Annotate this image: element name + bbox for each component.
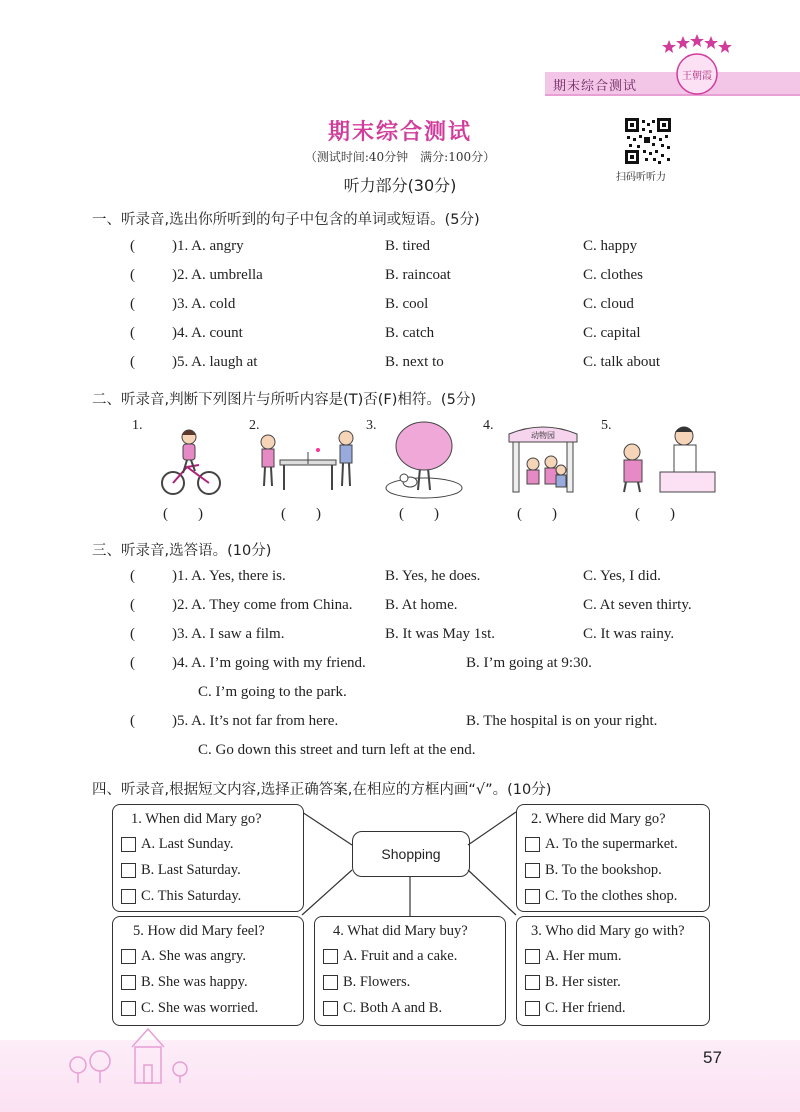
answer-paren[interactable]: ( — [130, 597, 135, 613]
checkbox[interactable] — [121, 863, 136, 878]
checkbox[interactable] — [323, 1001, 338, 1016]
option-row: A. She was angry. — [121, 948, 246, 965]
answer-paren[interactable]: ( — [130, 655, 135, 671]
option-row: C. Both A and B. — [323, 1000, 442, 1017]
option-row: C. To the clothes shop. — [525, 888, 677, 905]
page-number: 57 — [703, 1048, 722, 1067]
section1-item-2: ( )2. A. umbrella B. raincoat C. clothes — [130, 267, 643, 283]
section3-item-4: ( )4. A. I’m going with my friend. B. I’m going at 9:30. — [130, 655, 592, 671]
test-meta: （测试时间:40分钟 满分:100分） — [304, 150, 496, 164]
option-row: C. Her friend. — [525, 1000, 626, 1017]
center-topic: Shopping — [352, 831, 470, 877]
option-row: A. To the supermarket. — [525, 836, 678, 853]
picture-answer-1[interactable]: ( ) — [163, 506, 203, 522]
question-box-2 — [516, 804, 710, 912]
checkbox[interactable] — [525, 863, 540, 878]
section3-item-4-option-c: C. I’m going to the park. — [198, 684, 347, 700]
answer-paren[interactable]: ( — [130, 267, 135, 283]
picture-answer-2[interactable]: ( ) — [281, 506, 321, 522]
qr-label: 扫码听听力 — [616, 172, 666, 183]
svg-text:动物园: 动物园 — [531, 431, 555, 440]
checkbox[interactable] — [525, 975, 540, 990]
section1-item-1: ( )1. A. angry B. tired C. happy — [130, 238, 638, 254]
section2-heading: 二、听录音,判断下列图片与所听内容是(T)否(F)相符。(5分) — [92, 392, 476, 408]
section1-heading: 一、听录音,选出你所听到的句子中包含的单词或短语。(5分) — [92, 212, 480, 228]
option-row: C. She was worried. — [121, 1000, 258, 1017]
section1-item-5: ( )5. A. laugh at B. next to C. talk about — [130, 354, 661, 370]
section3-item-1: ( )1. A. Yes, there is. B. Yes, he does. C. Yes, I did. — [130, 568, 661, 584]
checkbox[interactable] — [121, 975, 136, 990]
option-row: B. Flowers. — [323, 974, 410, 991]
section3-heading: 三、听录音,选答语。(10分) — [92, 543, 272, 559]
svg-text:王朝霞: 王朝霞 — [682, 71, 712, 82]
answer-paren[interactable]: ( — [130, 325, 135, 341]
question-box-5 — [112, 916, 304, 1026]
checkbox[interactable] — [525, 949, 540, 964]
answer-paren[interactable]: ( — [130, 626, 135, 642]
checkbox[interactable] — [121, 1001, 136, 1016]
section3-item-2: ( )2. A. They come from China. B. At home. C. At seven thirty. — [130, 597, 692, 613]
checkbox[interactable] — [121, 889, 136, 904]
option-row: B. Her sister. — [525, 974, 621, 991]
section3-item-5-option-c: C. Go down this street and turn left at the end. — [198, 742, 476, 758]
answer-paren[interactable]: ( — [130, 296, 135, 312]
picture-label-3: 3. — [366, 418, 377, 433]
question-box-4 — [314, 916, 506, 1026]
question-title: 4. What did Mary buy? — [333, 923, 468, 939]
checkbox[interactable] — [525, 837, 540, 852]
section1-item-3: ( )3. A. cold B. cool C. cloud — [130, 296, 634, 312]
option-row: B. She was happy. — [121, 974, 248, 991]
part-heading: 听力部分(30分) — [343, 176, 457, 195]
answer-paren[interactable]: ( — [130, 713, 135, 729]
section3-item-3: ( )3. A. I saw a film. B. It was May 1st. C. It was rainy. — [130, 626, 675, 642]
checkbox[interactable] — [323, 975, 338, 990]
section1-item-4: ( )4. A. count B. catch C. capital — [130, 325, 641, 341]
option-row: A. Her mum. — [525, 948, 622, 965]
header-tag: 期末综合测试 — [553, 79, 638, 94]
question-title: 5. How did Mary feel? — [133, 923, 265, 939]
question-title: 2. Where did Mary go? — [531, 811, 666, 827]
checkbox[interactable] — [525, 889, 540, 904]
picture-answer-3[interactable]: ( ) — [399, 506, 439, 522]
checkbox[interactable] — [525, 1001, 540, 1016]
picture-label-1: 1. — [132, 418, 143, 433]
picture-label-5: 5. — [601, 418, 612, 433]
picture-label-4: 4. — [483, 418, 494, 433]
question-title: 1. When did Mary go? — [131, 811, 262, 827]
option-row: B. Last Saturday. — [121, 862, 241, 879]
section3-item-5: ( )5. A. It’s not far from here. B. The hospital is on your right. — [130, 713, 658, 729]
checkbox[interactable] — [323, 949, 338, 964]
option-row: C. This Saturday. — [121, 888, 241, 905]
answer-paren[interactable]: ( — [130, 238, 135, 254]
option-row: B. To the bookshop. — [525, 862, 662, 879]
question-title: 3. Who did Mary go with? — [531, 923, 685, 939]
option-row: A. Last Sunday. — [121, 836, 234, 853]
picture-answer-4[interactable]: ( ) — [517, 506, 557, 522]
checkbox[interactable] — [121, 949, 136, 964]
answer-paren[interactable]: ( — [130, 568, 135, 584]
question-box-3 — [516, 916, 710, 1026]
picture-label-2: 2. — [249, 418, 260, 433]
checkbox[interactable] — [121, 837, 136, 852]
option-row: A. Fruit and a cake. — [323, 948, 457, 965]
section4-heading: 四、听录音,根据短文内容,选择正确答案,在相应的方框内画“√”。(10分) — [92, 782, 552, 798]
page-title: 期末综合测试 — [327, 120, 472, 145]
picture-answer-5[interactable]: ( ) — [635, 506, 675, 522]
answer-paren[interactable]: ( — [130, 354, 135, 370]
castle-decoration-icon — [60, 1025, 200, 1085]
question-box-1 — [112, 804, 304, 912]
